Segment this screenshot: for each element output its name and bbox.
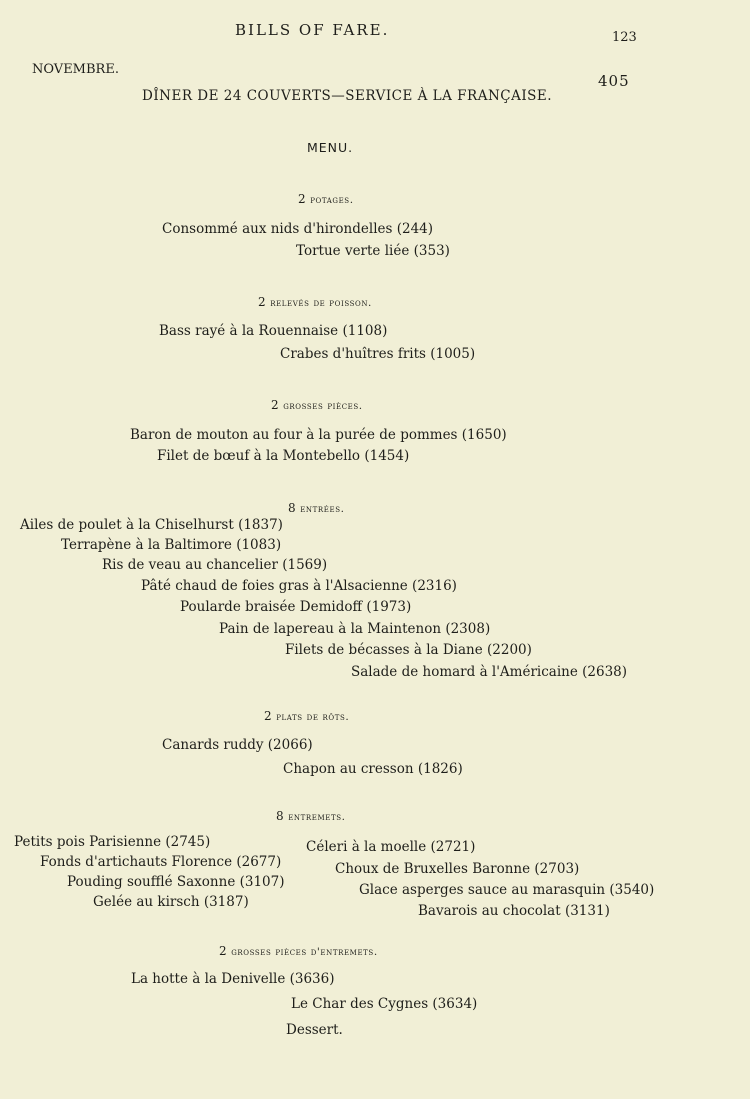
section-heading-rots: 2 plats de rôts. xyxy=(264,709,350,723)
menu-item: Glace asperges sauce au marasquin (3540) xyxy=(359,882,655,898)
menu-item: Céleri à la moelle (2721) xyxy=(306,839,476,855)
menu-item: Filets de bécasses à la Diane (2200) xyxy=(285,642,532,658)
menu-item: Terrapène à la Baltimore (1083) xyxy=(61,537,282,553)
menu-item: Pouding soufflé Saxonne (3107) xyxy=(67,874,285,890)
section-heading-grosses-pieces: 2 grosses pièces. xyxy=(271,398,363,412)
menu-item: Consommé aux nids d'hirondelles (244) xyxy=(162,221,434,237)
section-heading-entremets: 8 entremets. xyxy=(276,809,346,823)
menu-item: La hotte à la Denivelle (3636) xyxy=(131,971,335,987)
menu-item: Tortue verte liée (353) xyxy=(296,243,450,259)
menu-item: Fonds d'artichauts Florence (2677) xyxy=(40,854,282,870)
section-heading-releves: 2 relevés de poisson. xyxy=(258,295,372,309)
page-number: 123 xyxy=(612,30,637,45)
menu-item: Baron de mouton au four à la purée de pommes (1650) xyxy=(130,427,507,443)
menu-item: Bavarois au chocolat (3131) xyxy=(418,903,610,919)
menu-item: Choux de Bruxelles Baronne (2703) xyxy=(335,861,580,877)
menu-item: Canards ruddy (2066) xyxy=(162,737,313,753)
running-head: BILLS OF FARE. xyxy=(235,21,390,39)
section-heading-potages: 2 potages. xyxy=(298,192,354,206)
month-label: NOVEMBRE. xyxy=(32,62,119,77)
section-heading-grosses-pieces-entremets: 2 grosses pièces d'entremets. xyxy=(219,944,378,958)
section-heading-entrees: 8 entrées. xyxy=(288,501,345,515)
menu-item: Pâté chaud de foies gras à l'Alsacienne (2316) xyxy=(141,578,457,594)
menu-item: Le Char des Cygnes (3634) xyxy=(291,996,478,1012)
menu-item: Gelée au kirsch (3187) xyxy=(93,894,249,910)
menu-item: Filet de bœuf à la Montebello (1454) xyxy=(157,448,410,464)
menu-item: Salade de homard à l'Américaine (2638) xyxy=(351,664,628,680)
menu-item: Crabes d'huîtres frits (1005) xyxy=(280,346,476,362)
menu-heading: MENU. xyxy=(307,140,354,155)
bill-number: 405 xyxy=(598,72,630,90)
dessert-line: Dessert. xyxy=(286,1022,343,1038)
menu-item: Ris de veau au chancelier (1569) xyxy=(102,557,328,573)
menu-item: Ailes de poulet à la Chiselhurst (1837) xyxy=(20,517,283,533)
menu-item: Poularde braisée Demidoff (1973) xyxy=(180,599,412,615)
menu-item: Pain de lapereau à la Maintenon (2308) xyxy=(219,621,491,637)
menu-item: Chapon au cresson (1826) xyxy=(283,761,463,777)
menu-item: Bass rayé à la Rouennaise (1108) xyxy=(159,323,388,339)
dinner-title: DÎNER DE 24 COUVERTS—SERVICE À LA FRANÇAISE. xyxy=(142,88,553,104)
menu-item: Petits pois Parisienne (2745) xyxy=(14,834,211,850)
